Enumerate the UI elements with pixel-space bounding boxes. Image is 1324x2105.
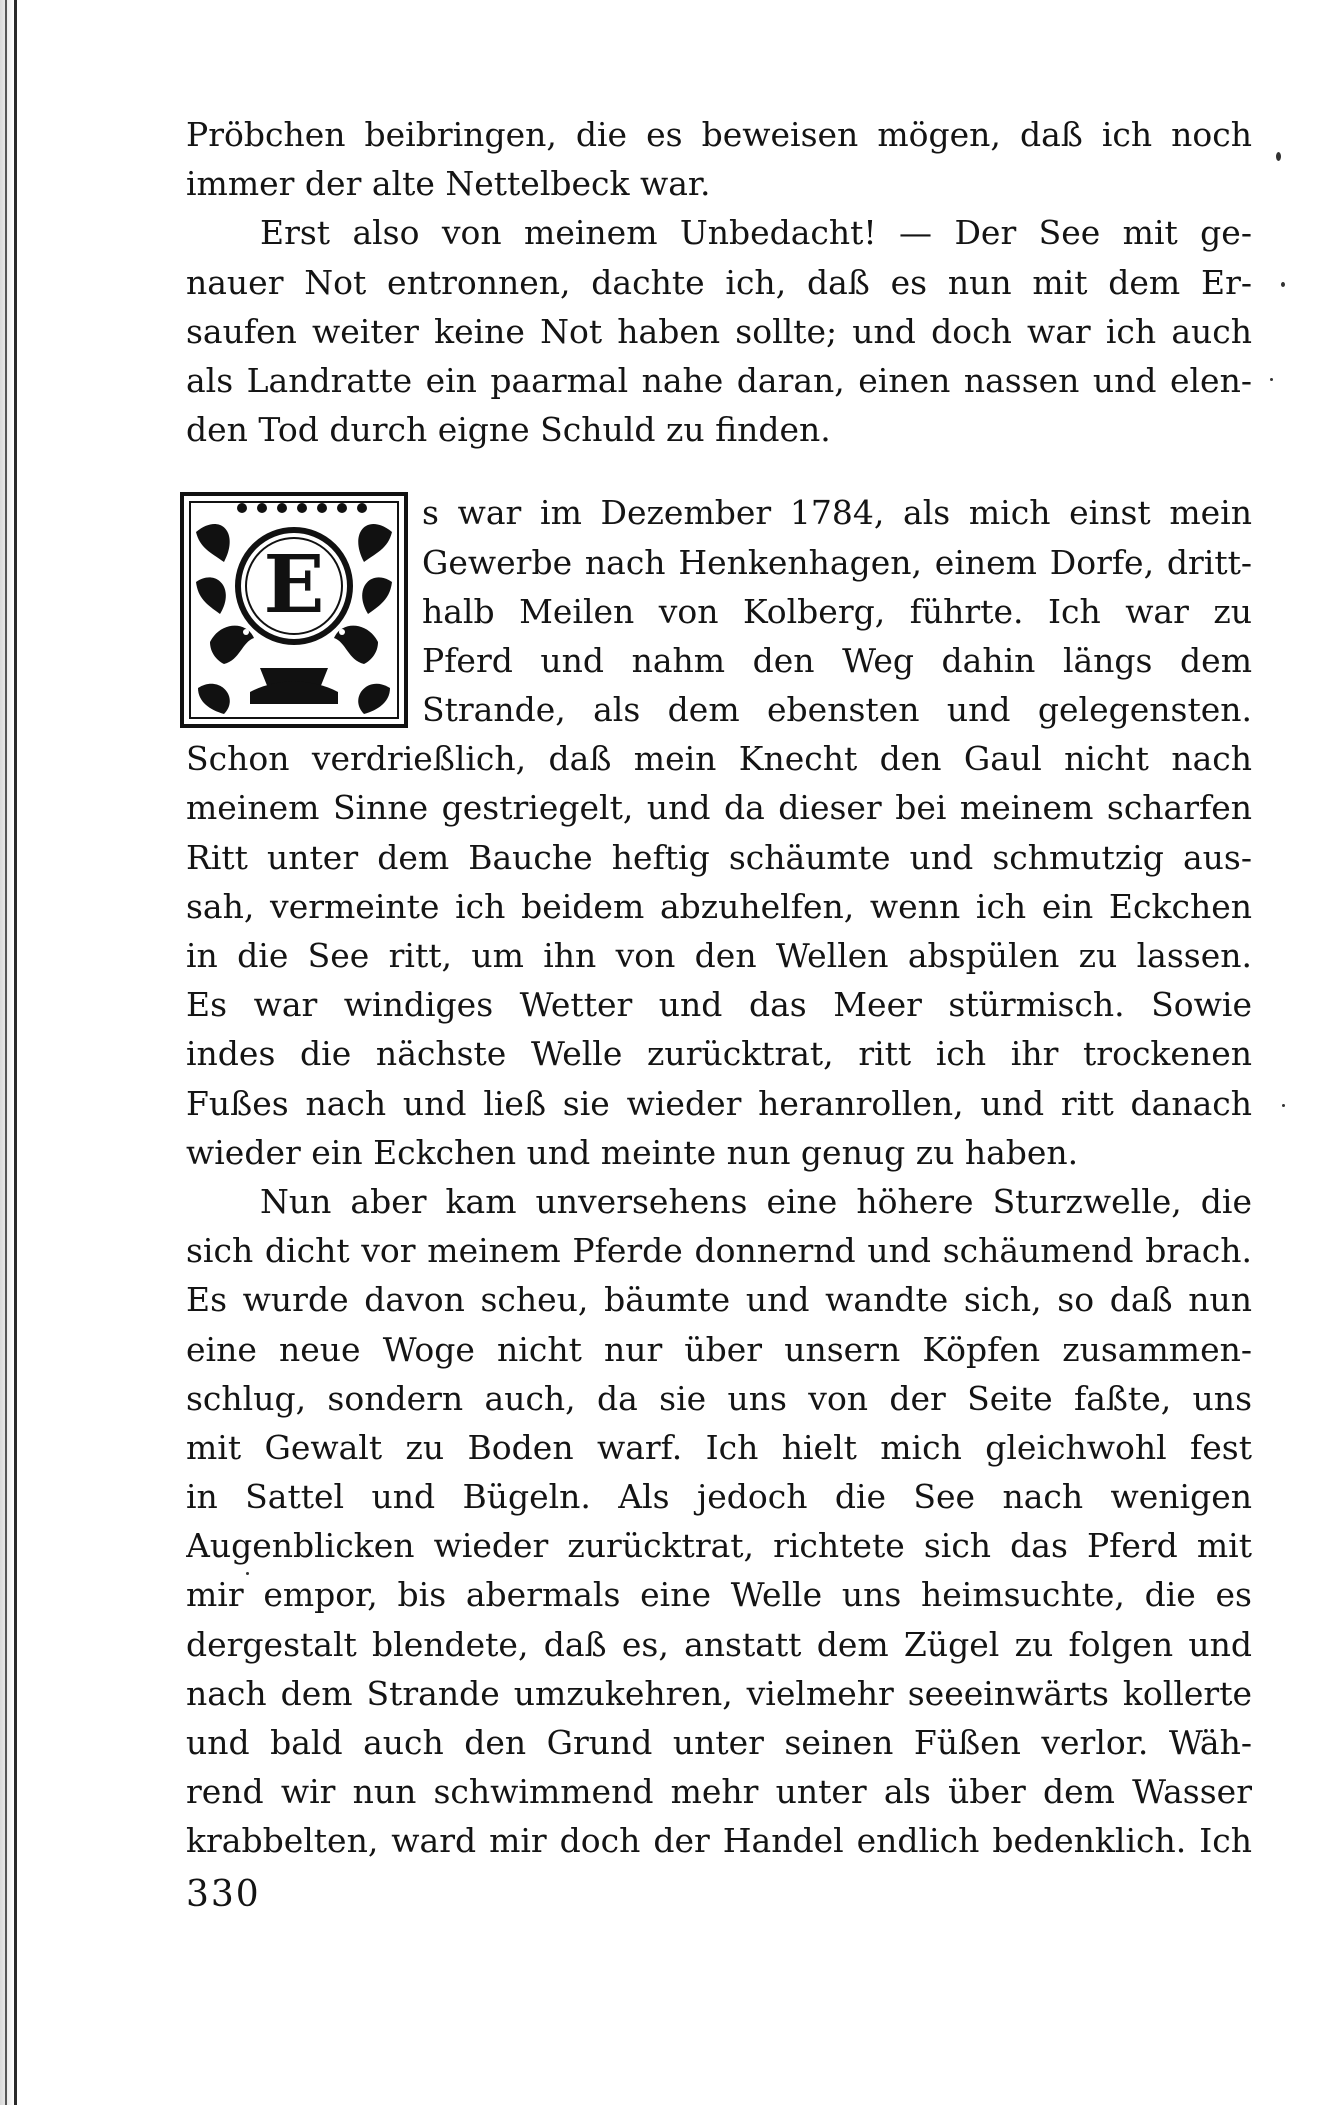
text-line: sich dicht vor meinem Pferde donnernd und schäumend brach.	[186, 1231, 1252, 1271]
paragraph-sturzwelle	[186, 1177, 1252, 1866]
text-line: Nun aber kam unversehens eine höhere Sturzwelle, die	[260, 1181, 1252, 1221]
text-line: dergestalt blendete, daß es, anstatt dem Zügel zu folgen und	[186, 1624, 1252, 1664]
text-line: schlug, sondern auch, da sie uns von der Seite faßte, uns	[186, 1378, 1252, 1418]
text-line: den Tod durch eigne Schuld zu finden.	[186, 410, 831, 450]
page-number: 330	[186, 1873, 261, 1915]
text-line: wieder ein Eckchen und meinte nun genug zu haben.	[186, 1132, 1079, 1172]
text-line: nach dem Strande umzukehren, vielmehr seeeinwärts kollerte	[186, 1673, 1252, 1713]
text-line: sah, vermeinte ich beidem abzuhelfen, wenn ich ein Eckchen	[186, 886, 1252, 926]
text-line: s war im Dezember 1784, als mich einst mein	[422, 493, 1252, 533]
text-line: Es wurde davon scheu, bäumte und wandte sich, so daß nun	[186, 1280, 1252, 1320]
text-line: Strande, als dem ebensten und gelegensten.	[422, 690, 1252, 730]
text-line: krabbelten, ward mir doch der Handel endlich bedenklich. Ich	[186, 1821, 1252, 1861]
text-line: Es war windiges Wetter und das Meer stürmisch. Sowie	[186, 985, 1252, 1025]
text-line: Pröbchen beibringen, die es beweisen mögen, daß ich noch	[186, 115, 1252, 154]
text-line: als Landratte ein paarmal nahe daran, einen nassen und elen-	[186, 360, 1252, 400]
text-line: mir empor, bis abermals eine Welle uns heimsuchte, die es	[186, 1575, 1252, 1615]
text-line: saufen weiter keine Not haben sollte; und doch war ich auch	[186, 311, 1252, 351]
text-line: Gewerbe nach Henkenhagen, einem Dorfe, dritt-	[422, 542, 1252, 582]
drop-initial-letter: E	[263, 537, 325, 632]
text-line: indes die nächste Welle zurücktrat, ritt ich ihr trockenen	[186, 1034, 1252, 1074]
text-line: immer der alte Nettelbeck war.	[186, 164, 711, 204]
paragraph-dezember	[186, 488, 1252, 1177]
text-line: Pferd und nahm den Weg dahin längs dem	[422, 640, 1252, 680]
section-gap	[186, 454, 1252, 488]
text-line: mit Gewalt zu Boden warf. Ich hielt mich gleichwohl fest	[186, 1427, 1252, 1467]
text-line: eine neue Woge nicht nur über unsern Köpfen zusammen-	[186, 1329, 1252, 1369]
paragraph-unbedacht	[186, 208, 1252, 454]
ornamental-drop-initial	[180, 492, 408, 728]
book-binding-edge	[0, 0, 17, 2105]
text-line: in die See ritt, um ihn von den Wellen abspülen zu lassen.	[186, 936, 1252, 975]
text-line: Schon verdrießlich, daß mein Knecht den Gaul nicht nach	[186, 739, 1252, 779]
text-line: nauer Not entronnen, dachte ich, daß es nun mit dem Er-	[186, 262, 1252, 302]
text-line: in Sattel und Bügeln. Als jedoch die See nach wenigen	[186, 1477, 1252, 1517]
paragraph-continuation	[186, 110, 1252, 208]
text-line: rend wir nun schwimmend mehr unter als über dem Wasser	[186, 1772, 1252, 1812]
text-line: Erst also von meinem Unbedacht! — Der See mit ge-	[260, 213, 1252, 253]
text-line: meinem Sinne gestriegelt, und da dieser bei meinem scharfen	[186, 788, 1252, 828]
text-line: Fußes nach und ließ sie wieder heranrollen, und ritt danach	[186, 1083, 1252, 1123]
text-line: Ritt unter dem Bauche heftig schäumte und schmutzig aus-	[186, 837, 1252, 877]
text-line: halb Meilen von Kolberg, führte. Ich war zu	[422, 591, 1252, 631]
text-line: und bald auch den Grund unter seinen Füßen verlor. Wäh-	[186, 1723, 1252, 1762]
text-line: Augenblicken wieder zurücktrat, richtete sich das Pferd mit	[186, 1526, 1252, 1566]
book-page	[186, 110, 1252, 1920]
